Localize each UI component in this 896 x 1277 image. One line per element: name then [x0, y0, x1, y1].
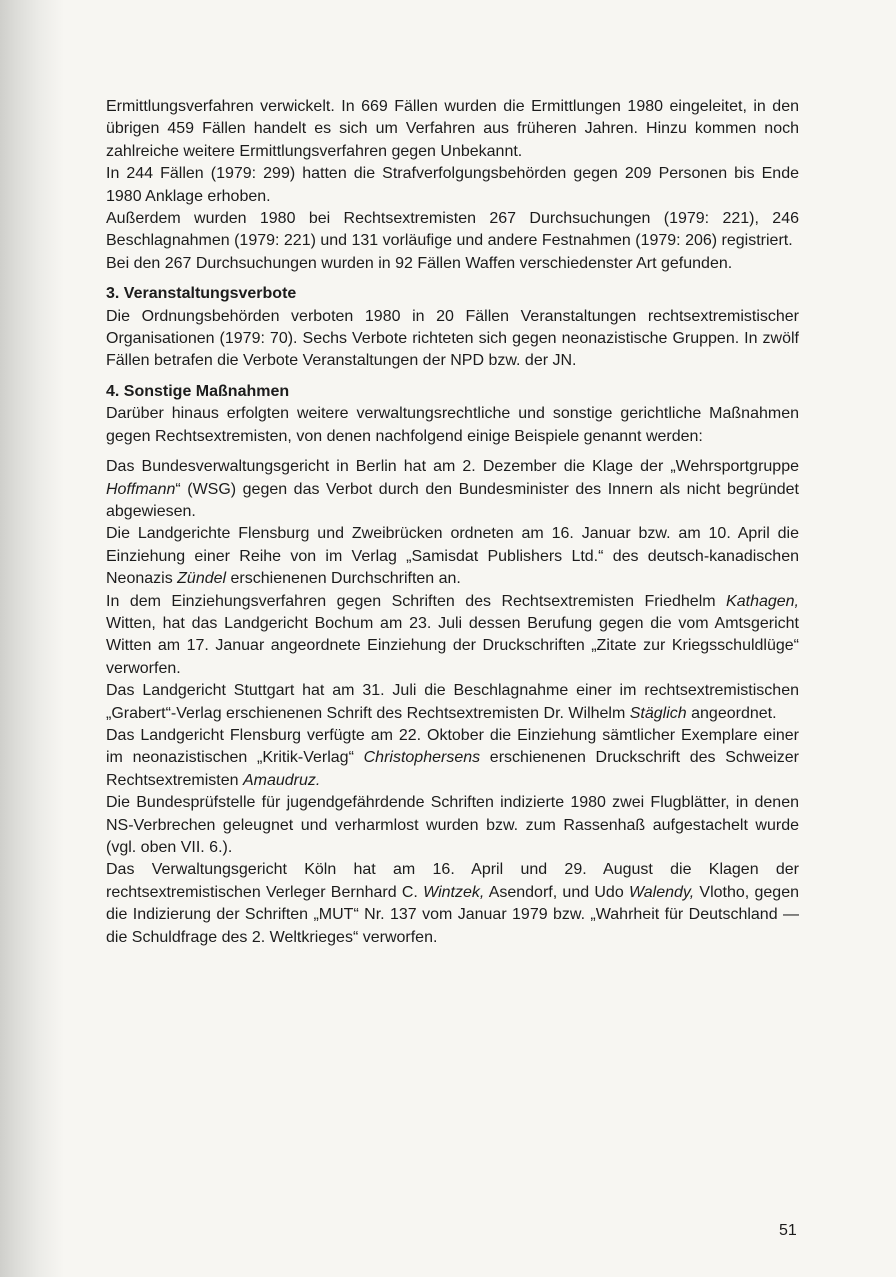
paragraph-massnahmen-intro: Darüber hinaus erfolgten weitere verwaltungsrechtliche und sonstige gerichtliche Maßnahmen gegen Rechtsextremisten, von denen nachfolgend einige Beispiele genannt werden: [106, 405, 799, 445]
paragraph-wsg-hoffmann: Das Bundesverwaltungsgericht in Berlin hat am 2. Dezember die Klage der „Wehrsportgruppe Hoffmann“ (WSG) gegen das Verbot durch den Bundesminister des Innern als nicht begründet abgewiesen. [106, 458, 799, 520]
section-heading-veranstaltungsverbote: 3. Veranstaltungsverbote [106, 285, 297, 303]
paragraph-zuendel: Die Landgerichte Flensburg und Zweibrücken ordneten am 16. Januar bzw. am 10. April die Einziehung einer Reihe von im Verlag „Samisdat Publishers Ltd.“ des deutsch-kanadischen Neonazis Zündel erschienenen Durchschriften an. [106, 525, 799, 588]
page-number: 51 [779, 1222, 797, 1239]
paragraph-staeglich: Das Landgericht Stuttgart hat am 31. Juli die Beschlagnahme einer im rechtsextremistischen „Grabert“-Verlag erschienenen Schrift des Rechtsextremisten Dr. Wilhelm Stäglich angeordnet. [106, 682, 799, 722]
paragraph-waffen: Bei den 267 Durchsuchungen wurden in 92 Fällen Waffen verschiedenster Art gefunden. [106, 254, 733, 272]
paragraph-christophersen: Das Landgericht Flensburg verfügte am 22. Oktober die Einziehung sämtlicher Exemplare einer im neonazistischen „Kritik-Verlag“ Christophersens erschienenen Druckschrift des Schweizer Rechtsextremisten Amaudruz. [106, 726, 799, 789]
paragraph-anklage: In 244 Fällen (1979: 299) hatten die Strafverfolgungsbehörden gegen 209 Personen bis Ende 1980 Anklage erhoben. [106, 165, 799, 205]
paragraph-kathagen: In dem Einziehungsverfahren gegen Schriften des Rechtsextremisten Friedhelm Kathagen, Witten, hat das Landgericht Bochum am 23. Juli dessen Berufung gegen die vom Amtsgericht Witten am 17. Januar angeordnete Einziehung der Druckschriften „Zitate zur Kriegsschuldlüge“ verworfen. [106, 592, 799, 677]
paragraph-bundespruefstelle: Die Bundesprüfstelle für jugendgefährdende Schriften indizierte 1980 zwei Flugblätter, in denen NS-Verbrechen geleugnet und verharmlost wurden bzw. zum Rassenhaß aufgestachelt wurde (vgl. oben VII. 6.). [106, 794, 799, 856]
section-heading-sonstige-massnahmen: 4. Sonstige Maßnahmen [106, 382, 290, 400]
paragraph-wintzek-walendy: Das Verwaltungsgericht Köln hat am 16. April und 29. August die Klagen der rechtsextremistischen Verleger Bernhard C. Wintzek, Asendorf, und Udo Walendy, Vlotho, gegen die Indizierung der Schriften „MUT“ Nr. 137 vom Januar 1979 bzw. „Wahrheit für Deutschland — die Schuldfrage des 2. Weltkrieges“ verworfen. [106, 861, 799, 946]
document-body [106, 96, 799, 949]
scan-binding-shadow [0, 0, 64, 1277]
paragraph-durchsuchungen: Außerdem wurden 1980 bei Rechtsextremisten 267 Durchsuchungen (1979: 221), 246 Beschlagnahmen (1979: 221) und 131 vorläufige und andere Festnahmen (1979: 206) registriert. [106, 210, 799, 250]
paragraph-veranstaltungsverbote: Die Ordnungsbehörden verboten 1980 in 20 Fällen Veranstaltungen rechtsextremistischer Organisationen (1979: 70). Sechs Verbote richteten sich gegen neonazistische Gruppen. In zwölf Fällen betrafen die Verbote Veranstaltungen der NPD bzw. der JN. [106, 307, 799, 370]
paragraph-ermittlungsverfahren: Ermittlungsverfahren verwickelt. In 669 Fällen wurden die Ermittlungen 1980 eingeleitet, in den übrigen 459 Fällen handelt es sich um Verfahren aus früheren Jahren. Hinzu kommen noch zahlreiche weitere Ermittlungsverfahren gegen Unbekannt. [106, 98, 799, 160]
